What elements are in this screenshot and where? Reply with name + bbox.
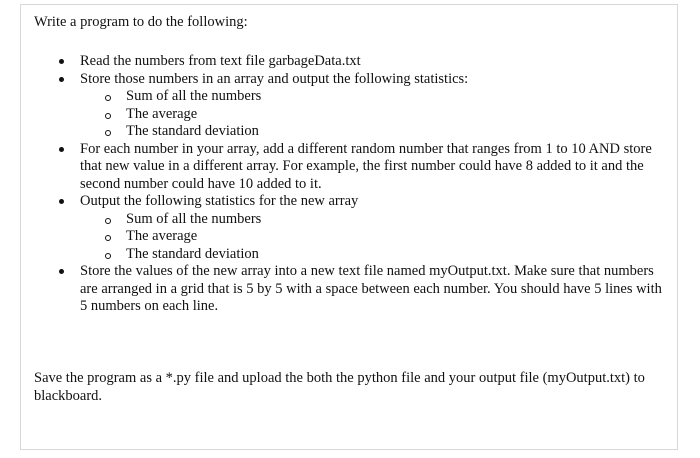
sub-item-sum <box>103 211 678 229</box>
bullet-store-output <box>58 263 678 316</box>
sub-item-text: Sum of all the numbers <box>126 88 262 104</box>
bullet-random-add <box>58 141 678 194</box>
submission-instructions: Save the program as a *.py file and upload the both the python file and your output file (myOutput.txt) to blackboard. <box>34 370 645 404</box>
sub-item-std-dev <box>103 123 678 141</box>
sub-item-std-dev <box>103 246 678 264</box>
sub-item-average <box>103 106 678 124</box>
bullet-output-new-stats <box>58 193 678 263</box>
sub-item-text: Sum of all the numbers <box>126 210 262 227</box>
sub-item-text: The standard deviation <box>126 123 259 139</box>
bullet-read-file <box>58 53 678 71</box>
bullet-store-stats <box>58 71 678 141</box>
sublist-new-stats <box>103 211 678 264</box>
bullet-text: Output the following statistics for the new array <box>80 193 359 209</box>
bullet-text: Store those numbers in an array and output the following statistics: <box>80 70 469 87</box>
sub-item-average <box>103 228 678 246</box>
bullet-text: Read the numbers from text file garbageData.txt <box>80 53 361 69</box>
sub-item-sum <box>103 88 678 106</box>
sublist-original-stats <box>103 88 678 141</box>
sub-item-text: The average <box>126 105 198 122</box>
bullet-text: For each number in your array, add a different random number that ranges from 1 to 10 AND store that new value in a different array. For example, the first number could have 8 added to it and the second number could have 10 added to it. <box>80 140 652 192</box>
intro-text: Write a program to do the following: <box>34 14 248 30</box>
sub-item-text: The standard deviation <box>126 245 259 262</box>
instruction-list <box>58 53 678 316</box>
bullet-text: Store the values of the new array into a new text file named myOutput.txt. Make sure that numbers are arranged in a grid that is 5 by 5 with a space between each number. You should have 5 lines with 5 numbers on each line. <box>80 263 662 314</box>
sub-item-text: The average <box>126 228 198 244</box>
